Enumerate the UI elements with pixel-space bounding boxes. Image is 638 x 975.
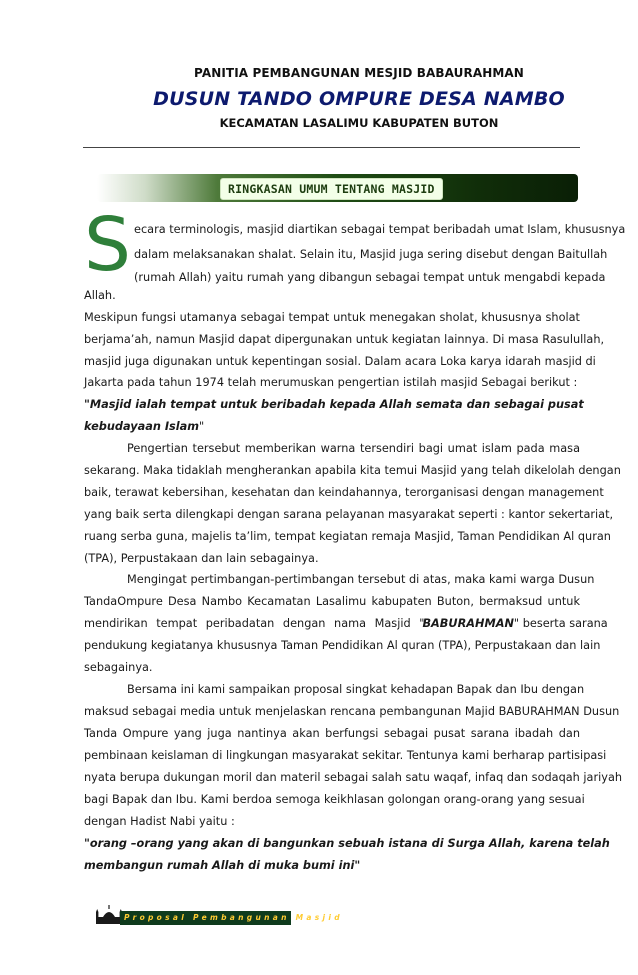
- paragraph-line: ruang serba guna, majelis ta’lim, tempat kegiatan remaja Masjid, Taman Pendidikan Al quran: [84, 530, 611, 543]
- paragraph-line: (rumah Allah) yaitu rumah yang dibangun sebagai tempat untuk mengabdi kepada: [134, 271, 606, 284]
- paragraph-line: (TPA), Perpustakaan dan lain sebagainya.: [84, 552, 319, 565]
- paragraph-line: Mengingat pertimbangan-pertimbangan tersebut di atas, maka kami warga Dusun: [127, 573, 595, 586]
- hamlet-title: DUSUN TANDO OMPURE DESA NAMBO: [153, 88, 565, 110]
- district-title: KECAMATAN LASALIMU KABUPATEN BUTON: [219, 116, 499, 130]
- paragraph-line: TandaOmpure Desa Nambo Kecamatan Lasalimu kabupaten Buton, bermaksud untuk: [84, 595, 580, 608]
- paragraph-line: Allah.: [84, 289, 116, 302]
- paragraph-line: baik, terawat kebersihan, kesehatan dan keindahannya, terorganisasi dengan management: [84, 486, 604, 499]
- mosque-name: BABURAHMAN: [422, 617, 514, 630]
- paragraph-line: masjid juga digunakan untuk kepentingan sosial. Dalam acara Loka karya idarah masjid di: [84, 355, 596, 368]
- paragraph-line: berjama’ah, namun Masjid dapat dipergunakan untuk kegiatan lainnya. Di masa Rasulullah,: [84, 333, 605, 346]
- definition-quote-end: kebudayaan Islam": [84, 420, 205, 433]
- paragraph-line: nyata berupa dukungan moril dan materil sebagai salah satu waqaf, infaq dan sodaqah jariyah: [84, 771, 623, 784]
- drop-cap: S: [84, 202, 131, 288]
- definition-quote: "Masjid ialah tempat untuk beribadah kepada Allah semata dan sebagai pusat: [84, 398, 584, 411]
- committee-title: PANITIA PEMBANGUNAN MESJID BABAURAHMAN: [194, 66, 524, 80]
- paragraph-line: Bersama ini kami sampaikan proposal singkat kehadapan Bapak dan Ibu dengan: [127, 683, 585, 696]
- paragraph-line: Tanda Ompure yang juga nantinya akan berfungsi sebagai pusat sarana ibadah dan: [84, 727, 580, 740]
- footer-label: Proposal Pembangunan Masjid: [120, 911, 291, 925]
- header-divider: [83, 147, 580, 148]
- paragraph-line: maksud sebagai media untuk menjelaskan rencana pembangunan Majid BABURAHMAN Dusun: [84, 705, 620, 718]
- paragraph-line: sebagainya.: [84, 661, 153, 674]
- paragraph-line: Jakarta pada tahun 1974 telah merumuskan pengertian istilah masjid Sebagai berikut :: [84, 376, 578, 389]
- section-title: RINGKASAN UMUM TENTANG MASJID: [220, 178, 443, 200]
- paragraph-line: ecara terminologis, masjid diartikan sebagai tempat beribadah umat Islam, khususnya: [134, 223, 626, 236]
- hadith-quote: "orang –orang yang akan di bangunkan sebuah istana di Surga Allah, karena telah: [84, 837, 610, 850]
- paragraph-line: Meskipun fungsi utamanya sebagai tempat untuk menegakan sholat, khususnya sholat: [84, 311, 580, 324]
- hadith-quote-end: membangun rumah Allah di muka bumi ini": [84, 859, 361, 872]
- paragraph-line: pembinaan keislaman di lingkungan masyarakat sekitar. Tentunya kami berharap partisipasi: [84, 749, 607, 762]
- paragraph-line: yang baik serta dilengkapi dengan sarana pelayanan masyarakat seperti : kantor sekertariat,: [84, 508, 614, 521]
- paragraph-line: sekarang. Maka tidaklah mengherankan apabila kita temui Masjid yang telah dikelolah dengan: [84, 464, 621, 477]
- paragraph-line: Pengertian tersebut memberikan warna tersendiri bagi umat islam pada masa: [127, 442, 580, 455]
- paragraph-line: bagi Bapak dan Ibu. Kami berdoa semoga keikhlasan golongan orang-orang yang sesuai: [84, 793, 585, 806]
- paragraph-line: dengan Hadist Nabi yaitu :: [84, 815, 235, 828]
- paragraph-line: dalam melaksanakan shalat. Selain itu, Masjid juga sering disebut dengan Baitullah: [134, 248, 608, 261]
- paragraph-line: pendukung kegiatanya khususnya Taman Pendidikan Al quran (TPA), Perpustakaan dan lain: [84, 639, 601, 652]
- paragraph-line: mendirikan tempat peribadatan dengan nama Masjid " BABURAHMAN " beserta sarana: [84, 617, 608, 630]
- mosque-icon: [96, 905, 122, 925]
